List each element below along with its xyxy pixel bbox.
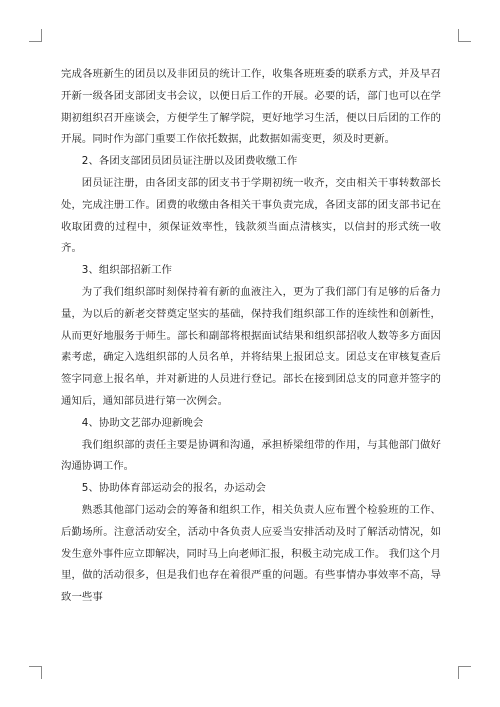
section-heading: 5、协助体育部运动会的报名，办运动会	[81, 482, 266, 495]
section-heading: 2、各团支部团员团员证注册以及团费收缴工作	[81, 155, 298, 168]
section-heading: 4、协助文艺部办迎新晚会	[81, 416, 204, 429]
crop-mark-top-left	[29, 29, 42, 42]
body-paragraph: 团员证注册，由各团支部的团支书于学期初统一收齐，交由相关干事转数部长处，完成注册工作。团费的收缴由各相关干事负责完成，各团支部的团支部书记在收取团费的过程中，须保证效率性，钱款须当面点清核实，以信封的形式统一收齐。	[61, 176, 441, 255]
crop-mark-bottom-right	[458, 666, 471, 679]
body-paragraph: 熟悉其他部门运动会的筹备和组织工作，相关负责人应布置个检验班的工作、后勤场所。注意活动安全，活动中各负责人应妥当安排活动及时了解活动情况，如发生意外事件应立即解决，同时马上向老师汇报，积极主动完成工作。 我们这个月里，做的活动很多，但是我们也存在着很严重的问题。有些事情办事效率不高，导致一些事	[61, 503, 441, 604]
crop-mark-bottom-left	[29, 666, 42, 679]
body-paragraph: 完成各班新生的团员以及非团员的统计工作，收集各班班委的联系方式，并及早召开新一级各团支部团支书会议，以便日后工作的开展。必要的话，部门也可以在学期初组织召开座谈会，方便学生了解学院，更好地学习生活，便以日后团的工作的开展。同时作为部门重要工作依托数据，此数据如需变更，须及时更新。	[61, 68, 441, 146]
document-body	[61, 64, 441, 609]
body-paragraph: 为了我们组织部时刻保持着有新的血液注入，更为了我们部门有足够的后备力量，为以后的新老交替奠定坚实的基础，保持我们组织部工作的连续性和创新性，从而更好地服务于师生。部长和副部将根据面试结果和组织部招收人数等多方面因素考虑，确定入选组织部的人员名单，并将结果上报团总支。团总支在审核复查后签字同意上报名单，并对新进的人员进行登记。部长在接到团总支的同意并签字的通知后，通知部员进行第一次例会。	[61, 285, 441, 407]
section-heading: 3、组织部招新工作	[81, 264, 172, 277]
crop-mark-top-right	[458, 29, 471, 42]
body-paragraph: 我们组织部的责任主要是协调和沟通，承担桥梁纽带的作用，与其他部门做好沟通协调工作。	[61, 438, 441, 473]
